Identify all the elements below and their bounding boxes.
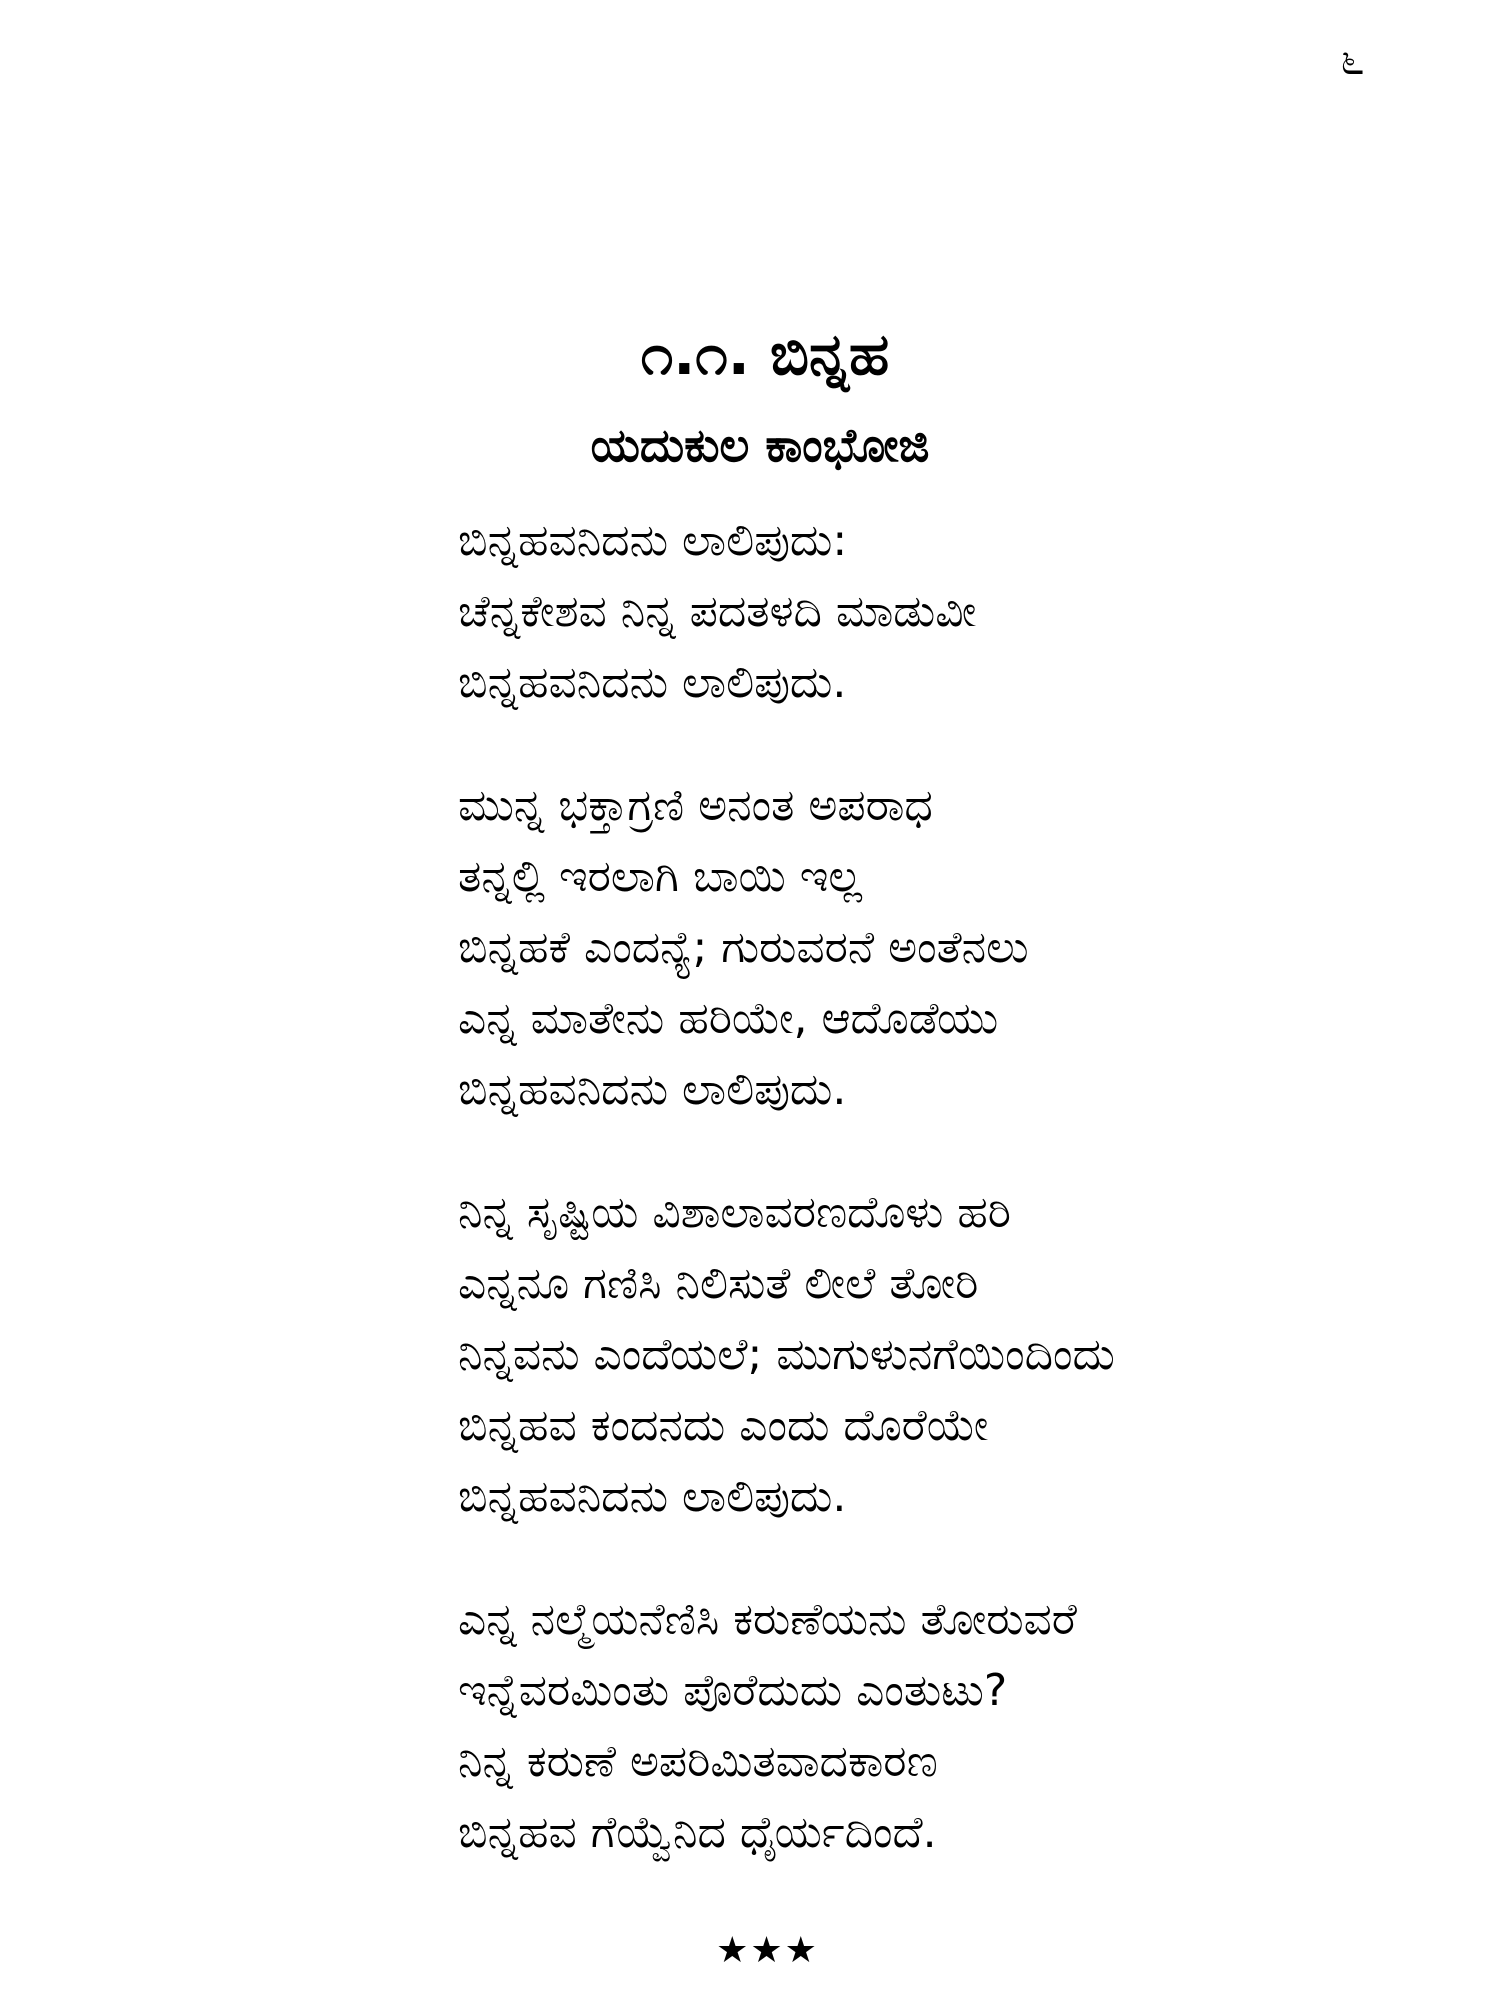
poem-line: ನಿನ್ನ ಕರುಣೆ ಅಪರಿಮಿತವಾದಕಾರಣ xyxy=(458,1736,938,1787)
poem-line: ಬಿನ್ನಹವ ಗೆಯ್ವೆನಿದ ಧೈರ್ಯದಿಂದೆ. xyxy=(458,1807,937,1858)
stanza-1 xyxy=(458,505,1458,718)
poem-line: ಇನ್ನೆವರಮಿಂತು ಪೊರೆದುದು ಎಂತುಟು? xyxy=(458,1665,1008,1716)
poem-line: ಬಿನ್ನಹವನಿದನು ಲಾಲಿಪುದು. xyxy=(458,657,847,708)
poem-line: ಬಿನ್ನಹವನಿದನು ಲಾಲಿಪುದು. xyxy=(458,1471,847,1522)
poem-line: ಮುನ್ನ ಭಕ್ತಾಗ್ರಣಿ ಅನಂತ ಅಪರಾಧ xyxy=(458,780,933,831)
poem-line: ಬಿನ್ನಹವನಿದನು ಲಾಲಿಪುದು. xyxy=(458,1064,847,1115)
poem-line: ತನ್ನಲ್ಲಿ ಇರಲಾಗಿ ಬಾಯಿ ಇಲ್ಲ xyxy=(458,851,863,902)
poem-body xyxy=(458,505,1458,1920)
raga-subtitle: ಯದುಕುಲ ಕಾಂಭೋಜಿ xyxy=(590,418,930,472)
stanza-2 xyxy=(458,770,1458,1125)
poem-line: ಎನ್ನ ನಲ್ಮೆಯನೆಣಿಸಿ ಕರುಣೆಯನು ತೋರುವರೆ xyxy=(458,1594,1077,1645)
stanza-4 xyxy=(458,1584,1458,1868)
page-number: ೬ xyxy=(1340,34,1365,85)
poem-line: ಎನ್ನ ಮಾತೇನು ಹರಿಯೇ, ಆದೊಡೆಯು xyxy=(458,993,999,1044)
poem-line: ಬಿನ್ನಹಕೆ ಎಂದನ್ಯೆ; ಗುರುವರನೆ ಅಂತೆನಲು xyxy=(458,922,1029,973)
end-mark-stars: ★★★ xyxy=(716,1930,819,1971)
poem-line: ನಿನ್ನವನು ಎಂದೆಯಲೆ; ಮುಗುಳುನಗೆಯಿಂದಿಂದು xyxy=(458,1329,1115,1380)
poem-line: ಬಿನ್ನಹವನಿದನು ಲಾಲಿಪುದು: xyxy=(458,515,848,566)
stanza-3 xyxy=(458,1177,1458,1532)
poem-line: ಬಿನ್ನಹವ ಕಂದನದು ಎಂದು ದೊರೆಯೇ xyxy=(458,1400,989,1451)
poem-line: ಎನ್ನನೂ ಗಣಿಸಿ ನಿಲಿಸುತೆ ಲೀಲೆ ತೋರಿ xyxy=(458,1258,979,1309)
poem-title: ೧.೧. ಬಿನ್ನಹ xyxy=(640,320,890,388)
poem-line: ನಿನ್ನ ಸೃಷ್ಟಿಯ ವಿಶಾಲಾವರಣದೊಳು ಹರಿ xyxy=(458,1187,1012,1238)
poem-line: ಚೆನ್ನಕೇಶವ ನಿನ್ನ ಪದತಳದಿ ಮಾಡುವೀ xyxy=(458,586,977,637)
